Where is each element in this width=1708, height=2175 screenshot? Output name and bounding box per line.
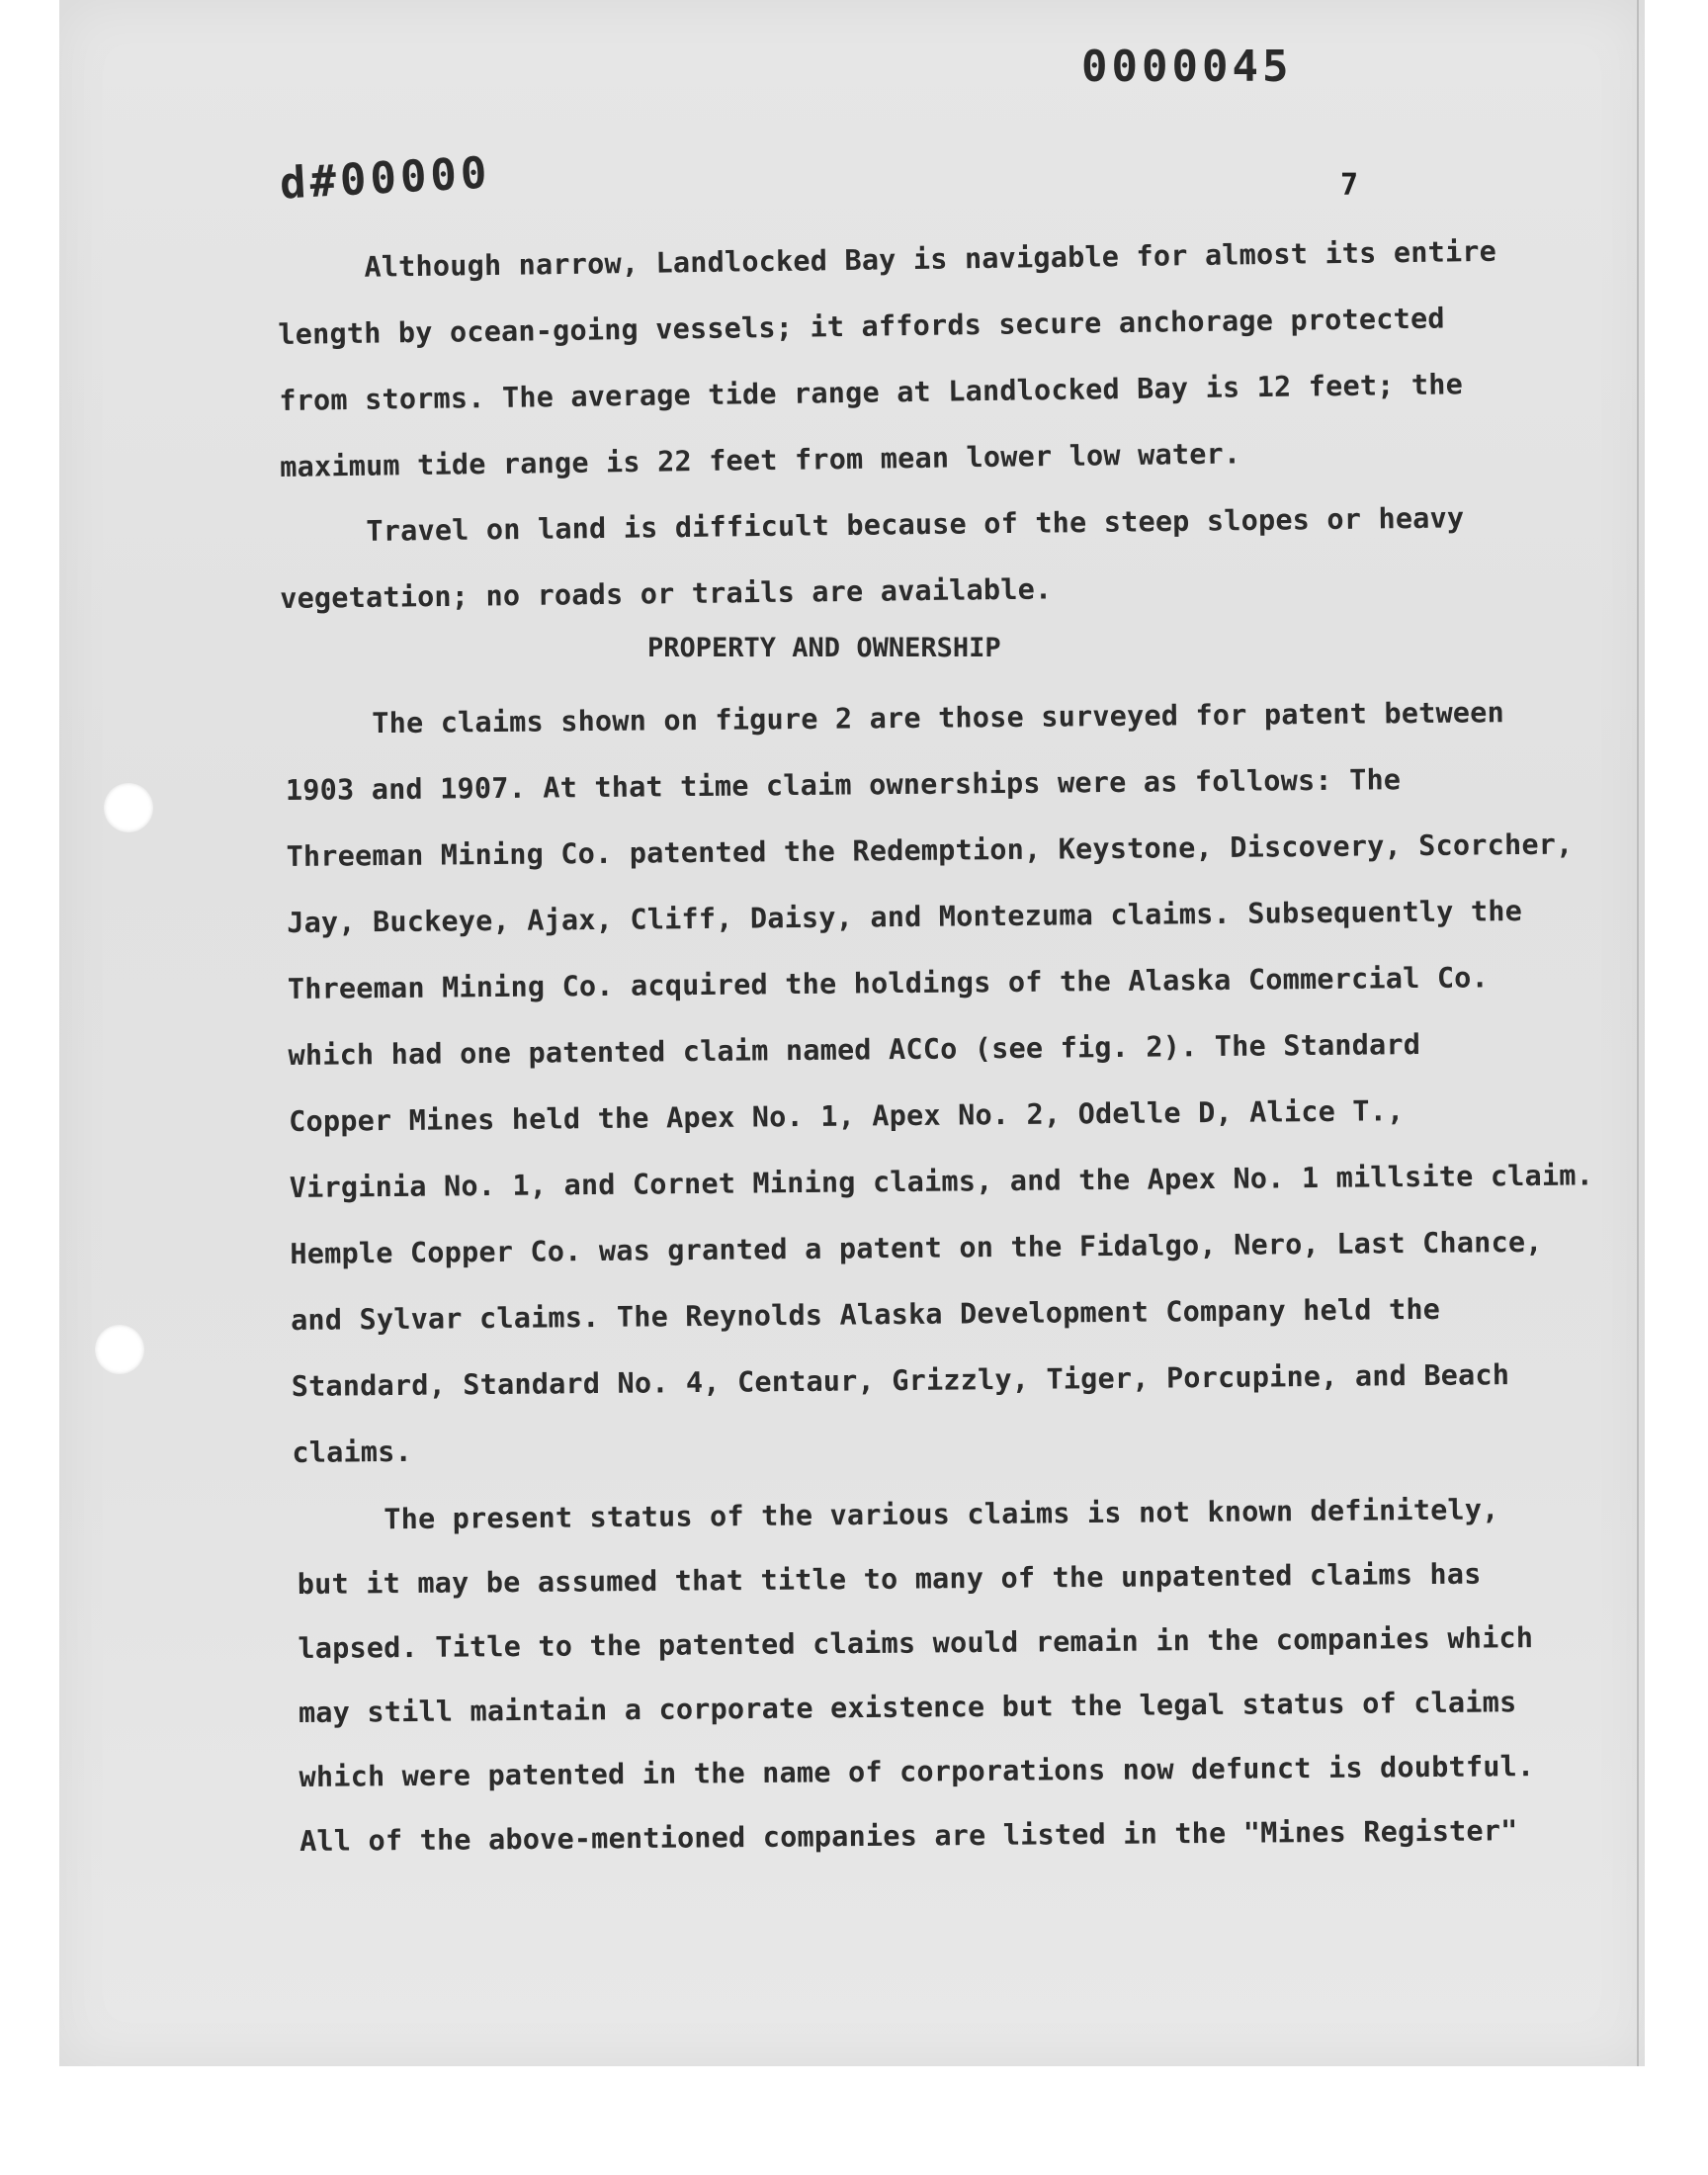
text-line: Jay, Buckeye, Ajax, Cliff, Daisy, and Montezuma claims. Subsequently the (287, 894, 1523, 939)
text-line: All of the above-mentioned companies are listed in the "Mines Register" (299, 1814, 1518, 1858)
page-edge (1637, 0, 1639, 2066)
text-line: The present status of the various claims is not known definitely, (384, 1493, 1499, 1536)
text-line: Travel on land is difficult because of the steep slopes or heavy (366, 501, 1465, 548)
text-line: Threeman Mining Co. patented the Redemption, Keystone, Discovery, Scorcher, (286, 827, 1574, 873)
text-line: The claims shown on figure 2 are those surveyed for patent between (372, 696, 1505, 740)
document-number-stamp: 0000045 (1081, 42, 1293, 92)
document-id-stamp: d#00000 (278, 147, 492, 210)
text-line: maximum tide range is 22 feet from mean lower low water. (280, 437, 1241, 483)
text-line: which had one patented claim named ACCo (see fig. 2). The Standard (288, 1027, 1421, 1072)
text-line: may still maintain a corporate existence but the legal status of claims (298, 1686, 1517, 1729)
text-line: vegetation; no roads or trails are available. (280, 572, 1053, 615)
paragraph-status (297, 1477, 1584, 1873)
text-line: 1903 and 1907. At that time claim ownerships were as follows: The (285, 763, 1402, 807)
paragraph-travel (279, 483, 1566, 632)
text-line: Although narrow, Landlocked Bay is navigable for almost its entire (364, 234, 1497, 284)
text-line: but it may be assumed that title to many of the unpatented claims has (297, 1557, 1482, 1601)
text-line: claims. (292, 1435, 413, 1469)
text-line: Copper Mines held the Apex No. 1, Apex No. 2, Odelle D, Alice T., (289, 1094, 1405, 1138)
text-line: Threeman Mining Co. acquired the holdings of the Alaska Commercial Co. (287, 961, 1490, 1005)
text-line: from storms. The average tide range at Landlocked Bay is 12 feet; the (279, 368, 1464, 417)
section-heading: PROPERTY AND OWNERSHIP (647, 633, 1001, 663)
text-line: Standard, Standard No. 4, Centaur, Grizzly, Tiger, Porcupine, and Beach (291, 1358, 1510, 1403)
text-line: length by ocean-going vessels; it affords secure anchorage protected (278, 302, 1445, 351)
paragraph-claims (285, 680, 1594, 1487)
text-line: which were patented in the name of corporations now defunct is doubtful. (299, 1750, 1535, 1793)
text-line: and Sylvar claims. The Reynolds Alaska Development Company held the (290, 1292, 1441, 1337)
page-number: 7 (1340, 168, 1359, 203)
text-line: lapsed. Title to the patented claims would remain in the companies which (298, 1621, 1534, 1665)
punch-hole-upper (104, 783, 153, 832)
paragraph-navigation (277, 218, 1566, 500)
punch-hole-lower (95, 1325, 144, 1374)
text-line: Virginia No. 1, and Cornet Mining claims, and the Apex No. 1 millsite claim. (289, 1159, 1594, 1204)
text-line: Hemple Copper Co. was granted a patent on the Fidalgo, Nero, Last Chance, (290, 1225, 1543, 1270)
